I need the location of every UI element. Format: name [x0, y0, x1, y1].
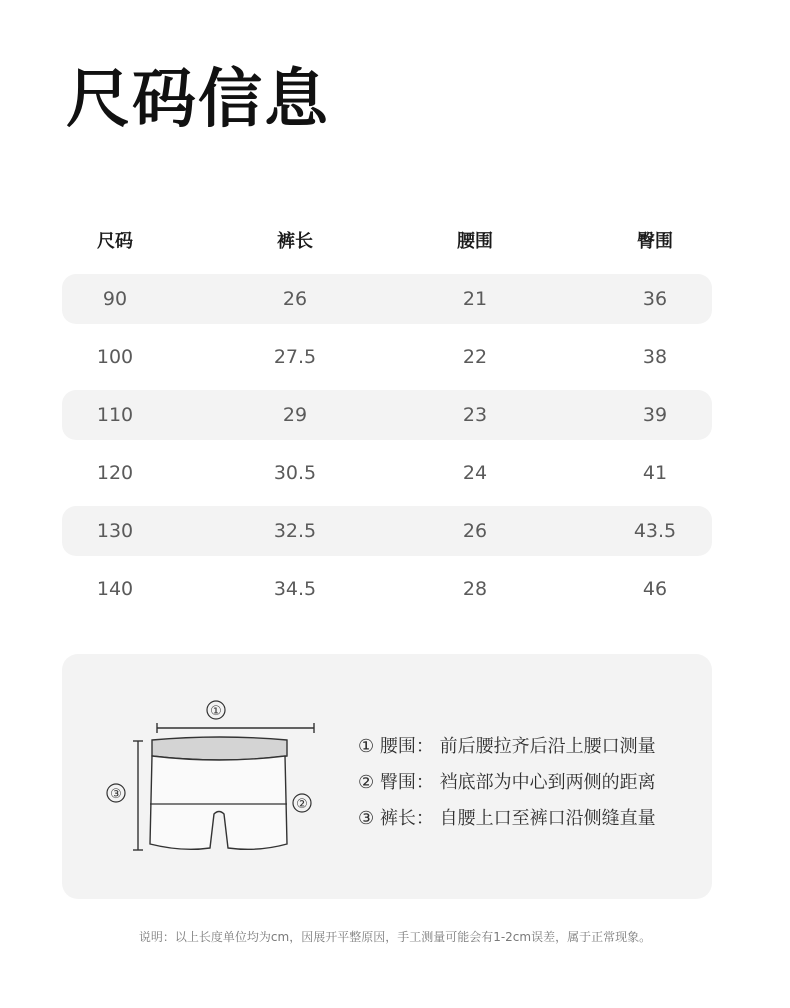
cell-size: 90: [102, 288, 128, 310]
measurement-panel: [62, 654, 712, 899]
cell-hip: 41: [642, 462, 668, 484]
table-row: [62, 448, 712, 498]
table-row: [62, 390, 712, 440]
header-length: 裤长: [277, 231, 313, 252]
header-waist: 腰围: [457, 231, 493, 252]
marker-1-label: ①: [210, 704, 222, 719]
cell-waist: 28: [462, 578, 488, 600]
marker-3-label: ③: [110, 787, 122, 802]
cell-hip: 36: [642, 288, 668, 310]
table-row: [62, 564, 712, 614]
legend-label: 裤长：: [379, 808, 434, 829]
header-hip: 臀围: [637, 231, 673, 252]
cell-hip: 38: [642, 346, 668, 368]
cell-length: 29: [282, 404, 308, 426]
legend-num: ②: [358, 772, 375, 793]
legend-text: 自腰上口至裤口沿侧缝直量: [439, 808, 656, 829]
cell-length: 34.5: [273, 578, 317, 600]
page-title: 尺码信息: [66, 63, 330, 137]
table-row: [62, 506, 712, 556]
legend-waist: [358, 734, 656, 770]
cell-length: 27.5: [273, 346, 317, 368]
cell-length: 26: [282, 288, 308, 310]
cell-waist: 23: [462, 404, 488, 426]
cell-size: 110: [96, 404, 134, 426]
size-table: [62, 214, 712, 614]
table-row: [62, 332, 712, 382]
waistband: [152, 737, 287, 760]
shorts-body: [150, 756, 287, 849]
cell-waist: 21: [462, 288, 488, 310]
cell-hip: 43.5: [633, 520, 677, 542]
legend-length: [358, 806, 656, 842]
cell-size: 100: [96, 346, 134, 368]
legend-text: 前后腰拉齐后沿上腰口测量: [439, 736, 656, 757]
marker-2-label: ②: [296, 797, 308, 812]
cell-hip: 39: [642, 404, 668, 426]
cell-size: 140: [96, 578, 134, 600]
legend-text: 裆底部为中心到两侧的距离: [439, 772, 656, 793]
cell-size: 130: [96, 520, 134, 542]
footnote: 说明：以上长度单位均为cm，因展开平整原因，手工测量可能会有1-2cm误差，属于正常现象。: [138, 930, 652, 944]
cell-waist: 26: [462, 520, 488, 542]
legend-num: ①: [358, 736, 375, 757]
measurement-legend: [358, 734, 656, 842]
legend-num: ③: [358, 808, 375, 829]
table-row: [62, 274, 712, 324]
shorts-diagram: [102, 694, 352, 864]
legend-label: 腰围：: [379, 736, 434, 757]
cell-hip: 46: [642, 578, 668, 600]
cell-waist: 24: [462, 462, 488, 484]
legend-hip: [358, 770, 656, 806]
cell-length: 32.5: [273, 520, 317, 542]
legend-label: 臀围：: [379, 772, 434, 793]
cell-length: 30.5: [273, 462, 317, 484]
table-header: [62, 214, 712, 266]
cell-size: 120: [96, 462, 134, 484]
cell-waist: 22: [462, 346, 488, 368]
header-size: 尺码: [97, 231, 133, 252]
